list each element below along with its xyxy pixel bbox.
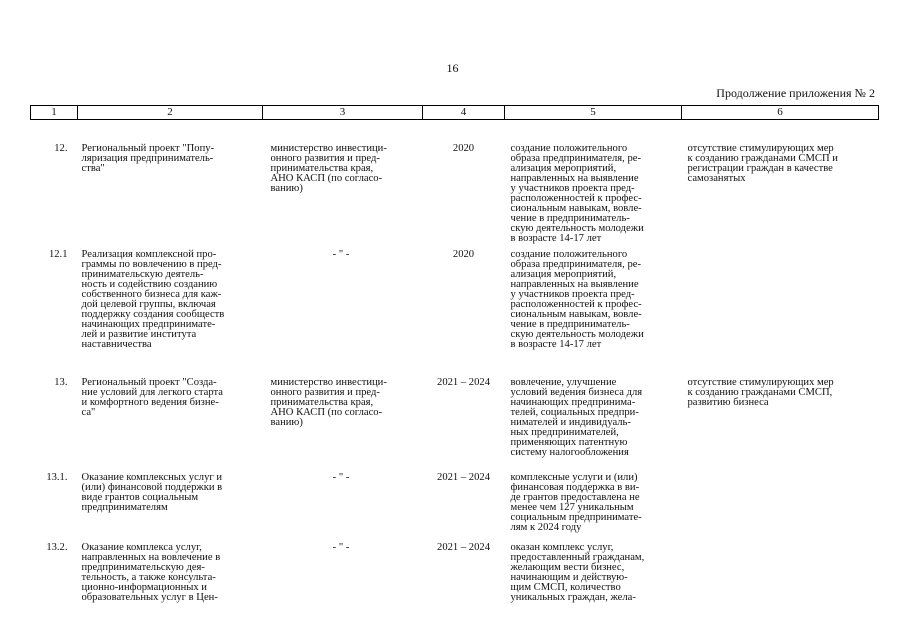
appendix-table [30,105,879,613]
row-period: 2021 – 2024 [437,378,490,388]
table-row [31,378,879,473]
table-row [31,543,879,613]
table-row [31,244,879,378]
row-executor: министерство инвестици- онного развития и пред- принимательства края, АНО КАСП (по согласо- ванию) [270,143,387,194]
row-number: 12. [54,143,68,154]
continuation-title: Продолжение приложения № 2 [716,86,875,100]
table-row [31,120,879,245]
column-header-1: 1 [31,106,78,120]
column-header-3: 3 [263,106,423,120]
row-result: создание положительного образа предпринимателя, ре- ализация мероприятий, направленных на выявление у участников проекта пред- расположенностей к профес- сиональным навыкам, вовле- чение в предприниматель- скую деятельность молодежи в возрасте 14-17 лет [510,143,644,244]
row-executor: - " - [332,249,350,260]
row-result: комплексные услуги и (или) финансовая поддержка в ви- де грантов предоставлена не менее чем 127 уникальным социальным предпринимате- лям к 2024 году [510,473,642,533]
row-executor: - " - [332,473,350,483]
row-name: Региональный проект "Попу- ляризация предприниматель- ства" [81,143,215,174]
table-header-row [31,106,879,120]
row-name: Оказание комплексных услуг и (или) финансовой поддержки в виде грантов социальным предпринимателям [81,473,223,513]
row-number: 13.2. [46,543,68,553]
row-name: Оказание комплекса услуг, направленных на вовлечение в предпринимательскую дея- тельность, а также консульта- ционно-информационных и образовательных услуг в Цен- [81,543,221,603]
column-header-6: 6 [682,106,879,120]
row-period: 2020 [452,143,475,154]
table-row [31,473,879,543]
page-number: 16 [446,61,459,75]
row-number: 13. [54,378,68,388]
row-period: 2021 – 2024 [437,543,490,553]
row-name: Региональный проект "Созда- ние условий для легкого старта и комфортного ведения бизне- са" [81,378,224,418]
row-number: 13.1. [46,473,68,483]
row-period: 2021 – 2024 [437,473,490,483]
row-result: вовлечение, улучшение условий ведения бизнеса для начинающих предпринима- телей, социальных предпри- нимателей и индивидуаль- ных предпринимателей, применяющих патентную систему налогообложения [510,378,643,458]
column-header-5: 5 [505,106,682,120]
row-period: 2020 [452,249,475,260]
row-result: создание положительного образа предпринимателя, ре- ализация мероприятий, направленных на выявление у участников проекта пред- расположенностей к профес- сиональным навыкам, вовле- чение в предприниматель- скую деятельность молодежи в возрасте 14-17 лет [510,249,644,350]
row-number: 12.1 [48,249,68,260]
row-risk: отсутствие стимулирующих мер к созданию гражданами СМСП, развитию бизнеса [687,378,834,408]
column-header-2: 2 [78,106,263,120]
column-header-4: 4 [423,106,505,120]
row-executor: - " - [332,543,350,553]
row-result: оказан комплекс услуг, предоставленный гражданам, желающим вести бизнес, начинающим и действую- щим СМСП, количество уникальных граждан, жела- [510,543,645,603]
row-risk: отсутствие стимулирующих мер к созданию гражданами СМСП и регистрации граждан в качестве самозанятых [687,143,838,184]
row-executor: министерство инвестици- онного развития и пред- принимательства края, АНО КАСП (по согласо- ванию) [270,378,387,428]
row-name: Реализация комплексной про- граммы по вовлечению в пред- принимательскую деятель- ность и содействию созданию собственного бизнеса для каж- дой целевой группы, включая поддержку создания сообществ начинающих предпринимате- лей и развитие института наставничества [81,249,225,350]
